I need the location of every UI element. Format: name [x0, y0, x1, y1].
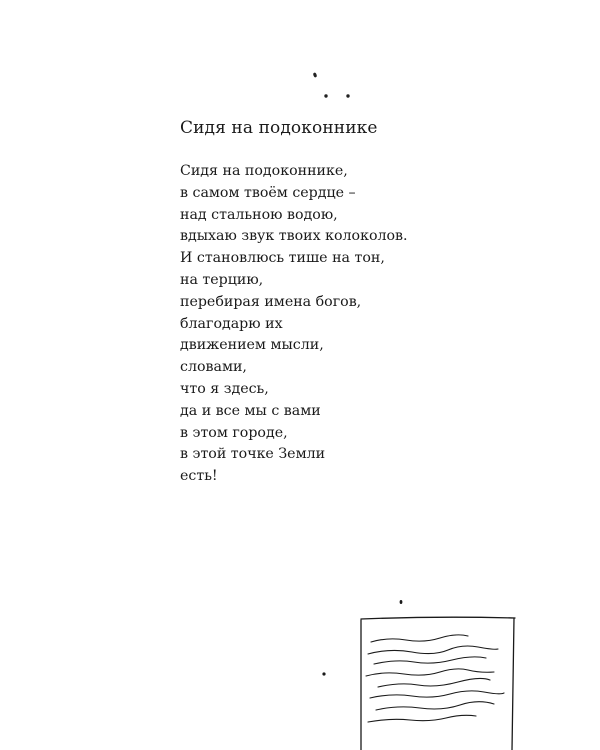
three-dots-icon: [300, 66, 360, 106]
poem-body: [180, 161, 408, 488]
poem-line: Сидя на подоконнике,: [180, 163, 348, 179]
poem-line: есть!: [180, 468, 218, 485]
poem-line: вдыхаю звук твоих колоколов.: [180, 228, 408, 245]
poem-line: перебирая имена богов,: [180, 293, 362, 310]
poem-line: над стальною водою,: [180, 206, 338, 223]
poem-line: в самом твоём сердце –: [180, 184, 356, 201]
poem-title: Сидя на подоконнике: [180, 118, 378, 138]
poem-line: И становлюсь тише на тон,: [180, 250, 385, 267]
poem-line: благодарю их: [180, 315, 283, 332]
poem-line: да и все мы с вами: [180, 402, 321, 419]
poem-line: словами,: [180, 359, 247, 376]
poem-line: на терцию,: [180, 271, 264, 288]
poem-line: движением мысли,: [180, 337, 324, 354]
poem-line: что я здесь,: [180, 380, 269, 397]
poem-line: в этой точке Земли: [180, 446, 326, 463]
window-water-sketch-icon: [318, 592, 518, 750]
poem-line: в этом городе,: [180, 424, 288, 441]
